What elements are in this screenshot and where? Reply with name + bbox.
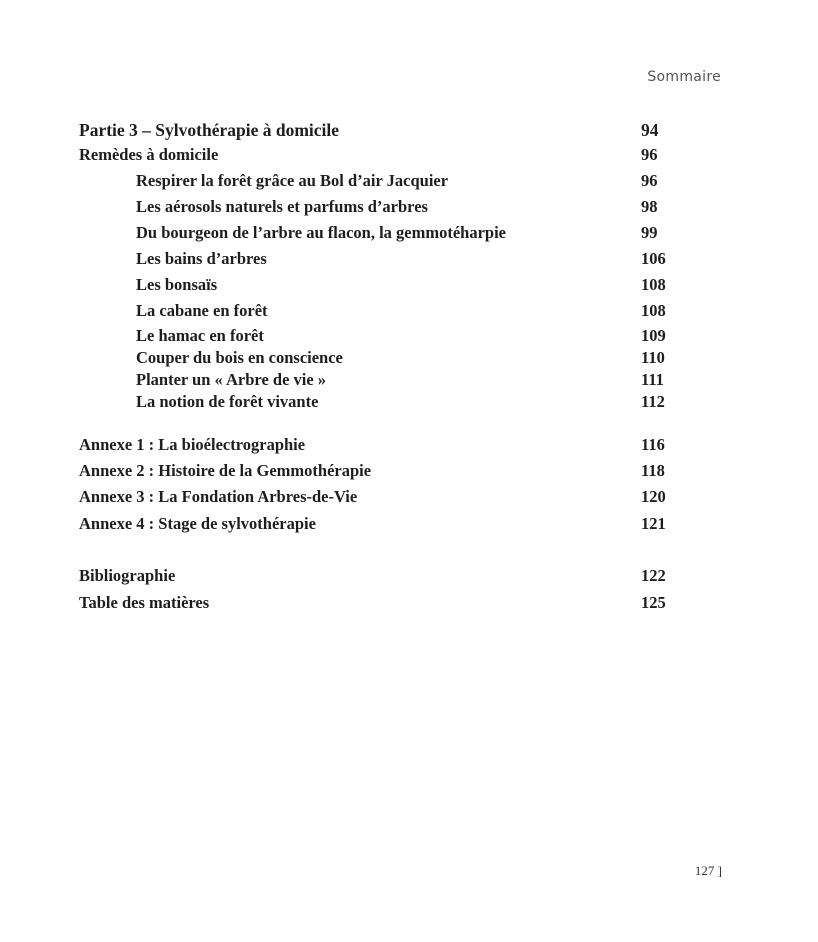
toc-entry-title: Annexe 3 : La Fondation Arbres-de-Vie [79, 487, 358, 506]
toc-entry-page: 96 [641, 145, 658, 164]
toc-entry-page: 108 [641, 301, 666, 320]
toc-subentry [79, 299, 679, 325]
toc-entry-page: 96 [641, 171, 658, 190]
toc-subentry [79, 347, 679, 369]
toc-entry-page: 116 [641, 435, 665, 454]
toc-entry-title: Annexe 4 : Stage de sylvothérapie [79, 514, 316, 533]
toc-entry-page: 121 [641, 514, 666, 533]
toc-subentry [79, 369, 679, 391]
toc-entry-title: La notion de forêt vivante [136, 392, 319, 411]
toc-entry-page: 111 [641, 370, 664, 389]
toc-entry-page: 125 [641, 593, 666, 612]
toc-entry-annex [79, 485, 679, 512]
running-head-title: Sommaire [647, 69, 721, 85]
toc-entry-page: 112 [641, 392, 665, 411]
toc-entry-contents [79, 591, 679, 617]
toc-entry-title: Les aérosols naturels et parfums d’arbres [136, 197, 428, 216]
toc-entry-page: 106 [641, 249, 666, 268]
toc-entry-title: Les bains d’arbres [136, 249, 267, 268]
toc-entry-page: 98 [641, 197, 658, 216]
toc-entry-page: 99 [641, 223, 658, 242]
toc-subentry [79, 195, 679, 221]
toc-subentry [79, 391, 679, 413]
toc-entry-page: 109 [641, 326, 666, 345]
toc-entry-title: Table des matières [79, 593, 210, 612]
toc-entry-title: Partie 3 – Sylvothérapie à domicile [79, 120, 340, 140]
table-of-contents [79, 117, 679, 617]
toc-subentry [79, 325, 679, 347]
toc-entry-title: Du bourgeon de l’arbre au flacon, la gemmotéharpie [136, 223, 507, 242]
toc-entry-title: Annexe 1 : La bioélectrographie [79, 435, 306, 454]
toc-entry-page: 108 [641, 275, 666, 294]
toc-subentry [79, 221, 679, 247]
toc-entry-title: Planter un « Arbre de vie » [136, 370, 327, 389]
toc-entry-page: 118 [641, 461, 665, 480]
page-number: 127 ] [694, 863, 722, 878]
toc-entry-title: Remèdes à domicile [79, 145, 219, 164]
toc-entry-part-3 [79, 117, 679, 143]
toc-entry-bibliography [79, 564, 679, 591]
toc-entry-page: 110 [641, 348, 665, 367]
section-spacer [79, 413, 679, 433]
section-spacer [79, 538, 679, 564]
toc-entry-section [79, 143, 679, 169]
toc-subentry [79, 247, 679, 273]
toc-entry-title: La cabane en forêt [136, 301, 268, 320]
toc-subentry [79, 273, 679, 299]
toc-entry-title: Couper du bois en conscience [136, 348, 343, 367]
toc-subentry [79, 169, 679, 195]
toc-entry-annex [79, 512, 679, 538]
toc-entry-title: Annexe 2 : Histoire de la Gemmothérapie [79, 461, 372, 480]
toc-entry-annex [79, 459, 679, 485]
toc-entry-title: Le hamac en forêt [136, 326, 264, 345]
toc-entry-page: 122 [641, 566, 666, 585]
toc-entry-title: Les bonsaïs [136, 275, 218, 294]
toc-entry-page: 120 [641, 487, 666, 506]
toc-entry-title: Respirer la forêt grâce au Bol d’air Jacquier [136, 171, 449, 190]
toc-entry-page: 94 [641, 120, 659, 140]
toc-entry-annex [79, 433, 679, 459]
toc-entry-title: Bibliographie [79, 566, 176, 585]
